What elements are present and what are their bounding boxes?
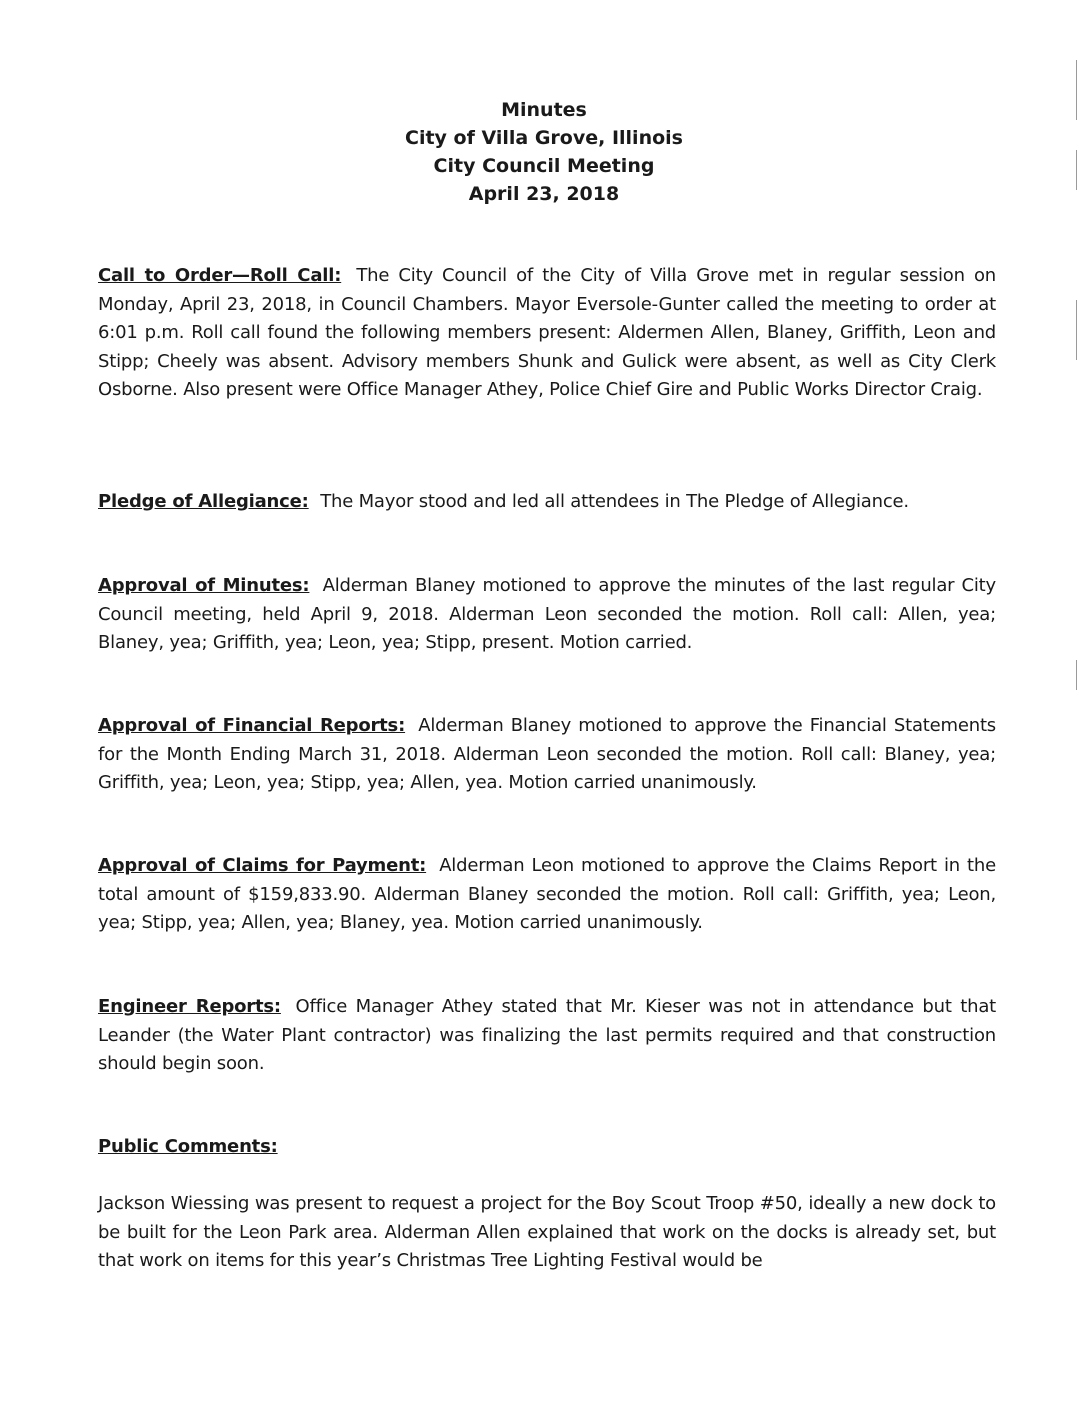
header-meeting: City Council Meeting bbox=[433, 155, 655, 177]
scan-edge-mark bbox=[1076, 300, 1077, 360]
section-text: Jackson Wiessing was present to request a project for the Boy Scout Troop #50, ideally a new dock to be built for the Leon Park area. Alderman Allen explained that work on the docks is already set, but that work on items for this year’s Christmas Tree Lighting Festival would be bbox=[98, 1193, 996, 1271]
section-approval-financial bbox=[98, 712, 996, 798]
scan-edge-mark bbox=[1076, 60, 1077, 120]
section-public-comments-heading bbox=[98, 1133, 996, 1162]
scan-edge-mark bbox=[1076, 660, 1077, 690]
section-public-comments-body bbox=[98, 1190, 996, 1276]
section-text: The City Council of the City of Villa Grove met in regular session on Monday, April 23, 2018, in Council Chambers. Mayor Eversole-Gunter called the meeting to order at 6:01 p.m. Roll call found the following members present: Aldermen Allen, Blaney, Griffith, Leon and Stipp; Cheely was absent. Advisory members Shunk and Gulick were absent, as well as City Clerk Osborne. Also present were Office Manager Athey, Police Chief Gire and Public Works Director Craig. bbox=[98, 265, 996, 400]
section-text: The Mayor stood and led all attendees in The Pledge of Allegiance. bbox=[320, 491, 909, 512]
header-date: April 23, 2018 bbox=[468, 183, 620, 205]
header-city: City of Villa Grove, Illinois bbox=[405, 127, 683, 149]
section-heading: Engineer Reports: bbox=[98, 996, 281, 1017]
section-heading: Approval of Claims for Payment: bbox=[98, 855, 427, 876]
section-heading: Public Comments: bbox=[98, 1136, 278, 1157]
header-title: Minutes bbox=[501, 99, 587, 121]
section-heading: Pledge of Allegiance: bbox=[98, 491, 309, 512]
section-approval-claims bbox=[98, 852, 996, 938]
section-text: Alderman Blaney motioned to approve the minutes of the last regular City Council meeting, held April 9, 2018. Alderman Leon seconded the motion. Roll call: Allen, yea; Blaney, yea; Griffith, yea; Leon, yea; Stipp, present. Motion carried. bbox=[98, 575, 996, 653]
scan-edge-mark bbox=[1076, 150, 1077, 190]
section-pledge bbox=[98, 488, 996, 517]
section-text: Alderman Blaney motioned to approve the Financial Statements for the Month Ending March 31, 2018. Alderman Leon seconded the motion. Roll call: Blaney, yea; Griffith, yea; Leon, yea; Stipp, yea; Allen, yea. Motion carried unanimously. bbox=[98, 715, 996, 793]
section-text: Office Manager Athey stated that Mr. Kieser was not in attendance but that Leander (the Water Plant contractor) was finalizing the last permits required and that construction should begin soon. bbox=[98, 996, 997, 1074]
section-heading: Approval of Minutes: bbox=[98, 575, 310, 596]
section-text: Alderman Leon motioned to approve the Claims Report in the total amount of $159,833.90. Alderman Blaney seconded the motion. Roll call: Griffith, yea; Leon, yea; Stipp, yea; Allen, yea; Blaney, yea. Motion carried unanimously. bbox=[98, 855, 996, 933]
section-heading: Approval of Financial Reports: bbox=[98, 715, 406, 736]
section-approval-minutes bbox=[98, 572, 996, 658]
document-header bbox=[0, 96, 1088, 208]
section-heading: Call to Order—Roll Call: bbox=[98, 265, 342, 286]
section-engineer-reports bbox=[98, 993, 996, 1079]
section-call-to-order bbox=[98, 262, 996, 405]
